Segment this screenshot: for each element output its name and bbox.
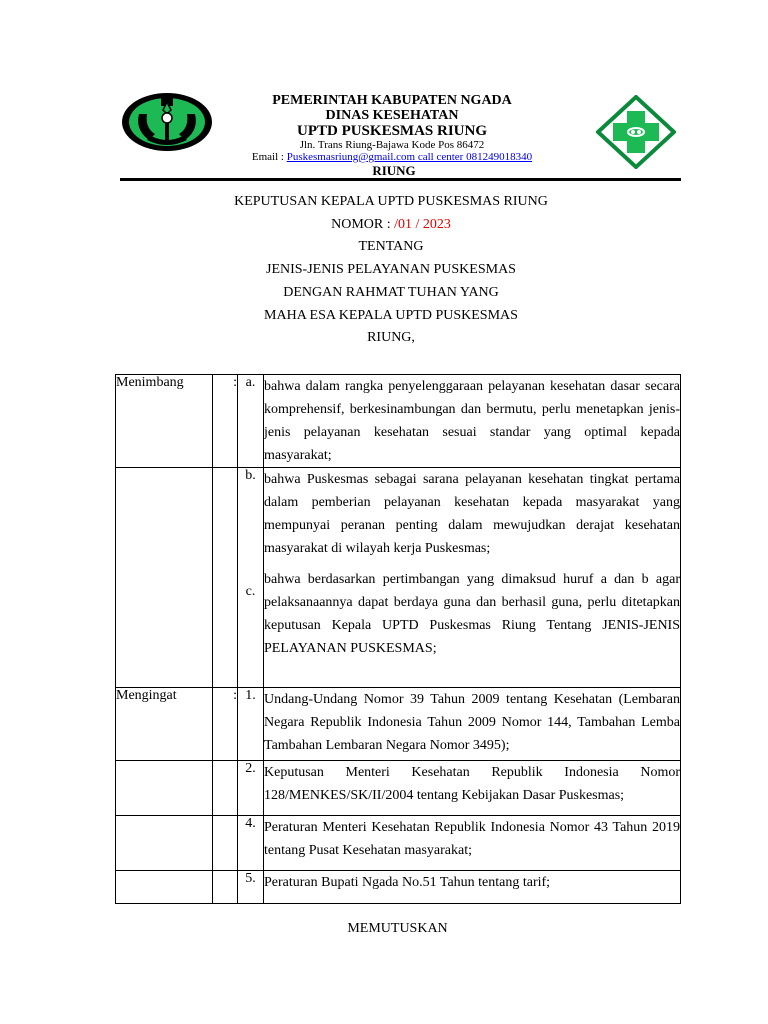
item-marker: 5. xyxy=(238,871,264,904)
item-text xyxy=(264,468,681,688)
item-text: Undang-Undang Nomor 39 Tahun 2009 tentang Kesehatan (Lembaran Negara Republik Indonesia Tahun 2009 Nomor 144, Tambahan Lemba Tambahan Lembaran Negara Nomor 3495); xyxy=(264,688,681,761)
menimbang-colon: : xyxy=(213,375,238,468)
nomor-label: NOMOR : xyxy=(331,217,391,232)
item-marker: a. xyxy=(238,375,264,468)
marker-c: c. xyxy=(245,584,256,599)
letterhead-institution: UPTD PUSKESMAS RIUNG xyxy=(296,123,488,139)
menimbang-label: Menimbang xyxy=(116,375,213,468)
item-marker: 2. xyxy=(238,761,264,816)
letterhead-department: DINAS KESEHATAN xyxy=(325,108,459,123)
letterhead-government: PEMERINTAH KABUPATEN NGADA xyxy=(272,93,512,108)
table-row xyxy=(116,468,681,688)
memutuskan-heading: MEMUTUSKAN xyxy=(347,921,448,936)
decree-tentang: TENTANG xyxy=(358,239,424,254)
table-row xyxy=(116,871,681,904)
table-row xyxy=(116,375,681,468)
item-marker xyxy=(238,468,264,688)
table-row xyxy=(116,816,681,871)
letterhead-divider xyxy=(120,178,681,181)
mengingat-colon: : xyxy=(213,688,238,761)
item-text: Keputusan Menteri Kesehatan Republik Indonesia Nomor 128/MENKES/SK/II/2004 tentang Kebijakan Dasar Puskesmas; xyxy=(264,761,681,816)
letterhead-place: RIUNG xyxy=(372,163,416,178)
email-label: Email : xyxy=(251,151,284,163)
item-text-b: bahwa Puskesmas sebagai sarana pelayanan kesehatan tingkat pertama dalam pemberian pelayanan kesehatan kepada masyarakat yang mempunyai peranan penting dalam mewujudkan derajat kesehatan masyarakat di wilayah kerja Puskesmas; xyxy=(264,472,680,556)
item-text-c: bahwa berdasarkan pertimbangan yang dimaksud huruf a dan b agar pelaksanaannya dapat berdaya guna dan berhasil guna, perlu ditetapkan keputusan Kepala UPTD Puskesmas Riung Tentang JENIS-JENIS PELAYANAN PUSKESMAS; xyxy=(264,572,680,656)
decree-title: KEPUTUSAN KEPALA UPTD PUSKESMAS RIUNG xyxy=(234,194,548,209)
table-row xyxy=(116,688,681,761)
considerations-table xyxy=(115,374,681,904)
puskesmas-logo xyxy=(596,95,676,169)
letterhead-address: Jln. Trans Riung-Bajawa Kode Pos 86472 xyxy=(299,139,485,151)
decree-invocation-3: RIUNG, xyxy=(367,330,415,345)
mengingat-label: Mengingat xyxy=(116,688,213,761)
decree-invocation-2: MAHA ESA KEPALA UPTD PUSKESMAS xyxy=(264,308,518,323)
decree-subject: JENIS-JENIS PELAYANAN PUSKESMAS xyxy=(266,262,516,277)
nomor-value: /01 / 2023 xyxy=(394,217,451,232)
item-text: Peraturan Menteri Kesehatan Republik Indonesia Nomor 43 Tahun 2019 tentang Pusat Kesehatan masyarakat; xyxy=(264,816,681,871)
email-link[interactable]: Puskesmasriung@gmail.com call center 081249018340 xyxy=(286,151,533,163)
letterhead-contact xyxy=(200,151,584,163)
table-row xyxy=(116,761,681,816)
marker-b: b. xyxy=(245,468,256,483)
item-text: bahwa dalam rangka penyelenggaraan pelayanan kesehatan dasar secara komprehensif, berkesinambungan dan bermutu, perlu menetapkan jenis-jenis pelayanan kesehatan sesuai standar yang optimal kepada masyarakat; xyxy=(264,375,681,468)
item-marker: 1. xyxy=(238,688,264,761)
decree-invocation-1: DENGAN RAHMAT TUHAN YANG xyxy=(283,285,499,300)
item-text: Peraturan Bupati Ngada No.51 Tahun tentang tarif; xyxy=(264,871,681,904)
decree-number xyxy=(90,217,692,233)
item-marker: 4. xyxy=(238,816,264,871)
